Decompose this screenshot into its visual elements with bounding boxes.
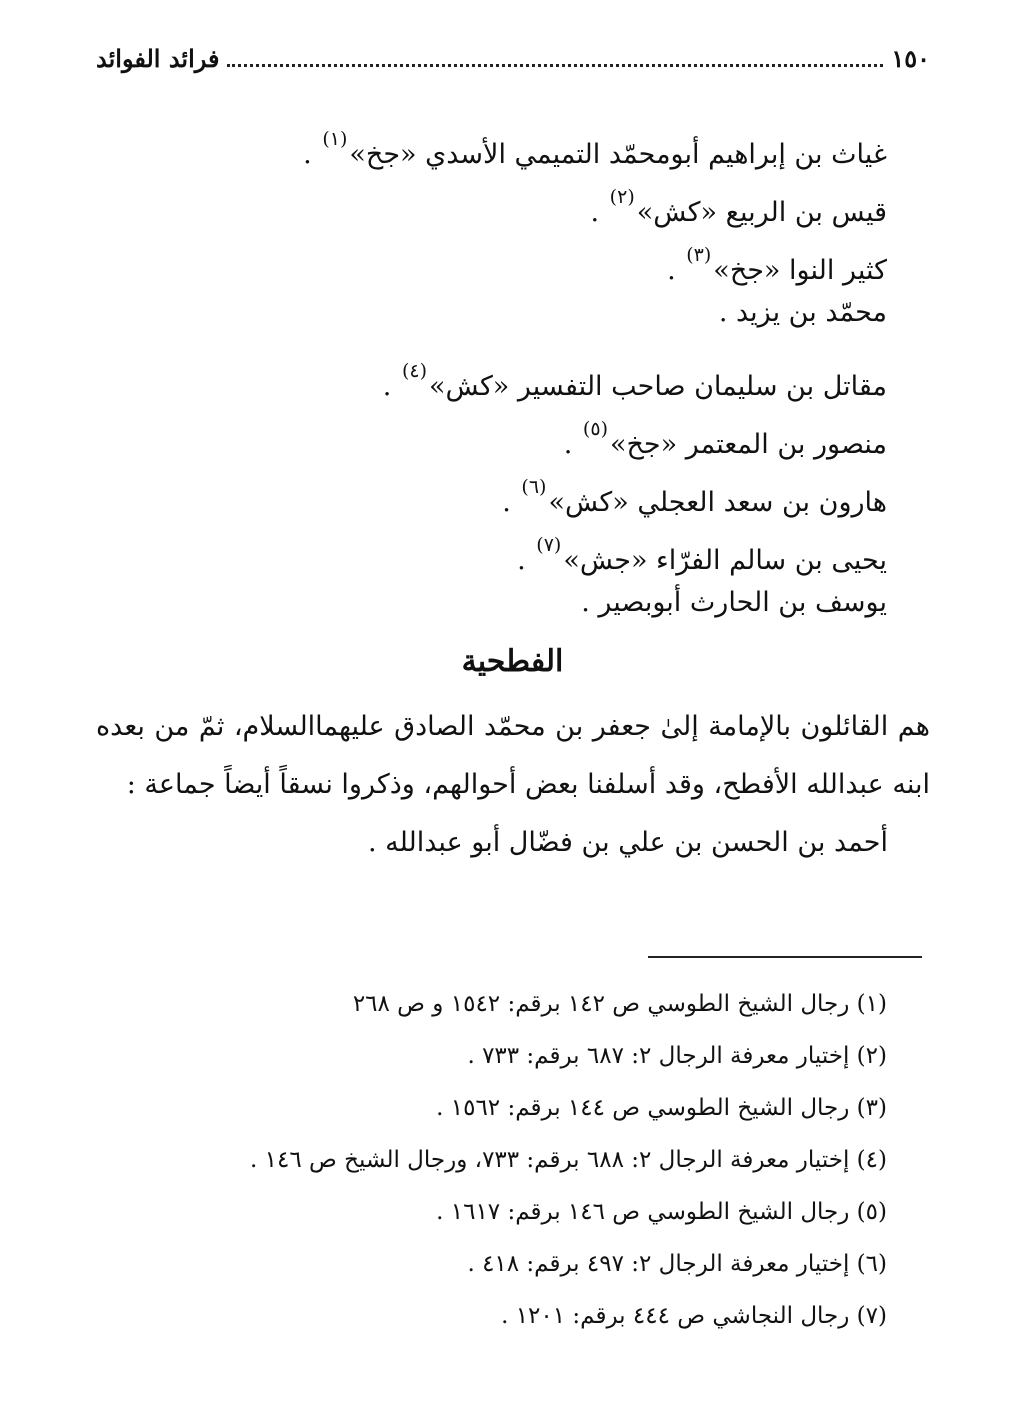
footnote-ref: (٢)	[609, 186, 635, 208]
footnote: (٤) إختيار معرفة الرجال ٢: ٦٨٨ برقم: ٧٣٣، ورجال الشيخ ص ١٤٦ .	[250, 1147, 887, 1173]
footnote: (٦) إختيار معرفة الرجال ٢: ٤٩٧ برقم: ٤١٨ .	[467, 1251, 887, 1277]
header-dot-leader	[227, 62, 883, 67]
paragraph-line: ابنه عبدالله الأفطح، وقد أسلفنا بعض أحوالهم، وذكروا نسقاً أيضاً جماعة :	[126, 769, 930, 800]
paragraph-line: هم القائلون بالإمامة إلىٰ جعفر بن محمّد الصادق عليهماالسلام، ثمّ من بعده	[96, 711, 930, 742]
footnote-ref: (١)	[322, 128, 348, 150]
footnote: (٥) رجال الشيخ الطوسي ص ١٤٦ برقم: ١٦١٧ .	[436, 1199, 887, 1225]
narrator-entry: يوسف بن الحارث أبوبصير .	[581, 587, 887, 618]
footnote: (٣) رجال الشيخ الطوسي ص ١٤٤ برقم: ١٥٦٢ .	[436, 1095, 887, 1121]
footnote-ref: (٣)	[686, 244, 712, 266]
narrator-entry: كثير النوا «جخ»$^{(٣)}$ .	[667, 244, 887, 286]
narrator-entry: غياث بن إبراهيم أبومحمّد التميمي الأسدي «جخ»$^{(١)}$ .	[303, 128, 887, 170]
footnote-separator	[648, 956, 922, 958]
narrator-entry: محمّد بن يزيد .	[718, 297, 887, 328]
page-number: ١٥٠	[891, 43, 930, 73]
footnote-ref: (٥)	[582, 418, 608, 440]
footnote-ref: (٦)	[521, 476, 547, 498]
paragraph-line: أحمد بن الحسن بن علي بن فضّال أبو عبدالله .	[367, 827, 888, 858]
narrator-entry: هارون بن سعد العجلي «كش»$^{(٦)}$ .	[502, 476, 887, 518]
footnote-ref: (٧)	[536, 534, 562, 556]
running-header	[96, 38, 930, 78]
footnotes	[127, 978, 887, 1342]
footnote: (٢) إختيار معرفة الرجال ٢: ٦٨٧ برقم: ٧٣٣ .	[467, 1043, 887, 1069]
narrator-list	[127, 110, 887, 632]
footnote: (١) رجال الشيخ الطوسي ص ١٤٢ برقم: ١٥٤٢ و ص ٢٦٨	[352, 991, 887, 1017]
section-heading: الفطحية	[461, 644, 564, 679]
book-title: فرائد الفوائد	[96, 43, 220, 73]
narrator-entry: مقاتل بن سليمان صاحب التفسير «كش»$^{(٤)}$ .	[382, 360, 887, 402]
section-paragraph	[96, 698, 930, 872]
narrator-entry: منصور بن المعتمر «جخ»$^{(٥)}$ .	[563, 418, 887, 460]
footnote-ref: (٤)	[401, 360, 427, 382]
footnote: (٧) رجال النجاشي ص ٤٤٤ برقم: ١٢٠١ .	[501, 1303, 887, 1329]
narrator-entry: يحيى بن سالم الفرّاء «جش»$^{(٧)}$ .	[517, 534, 887, 576]
narrator-entry: قيس بن الربيع «كش»$^{(٢)}$ .	[590, 186, 887, 228]
